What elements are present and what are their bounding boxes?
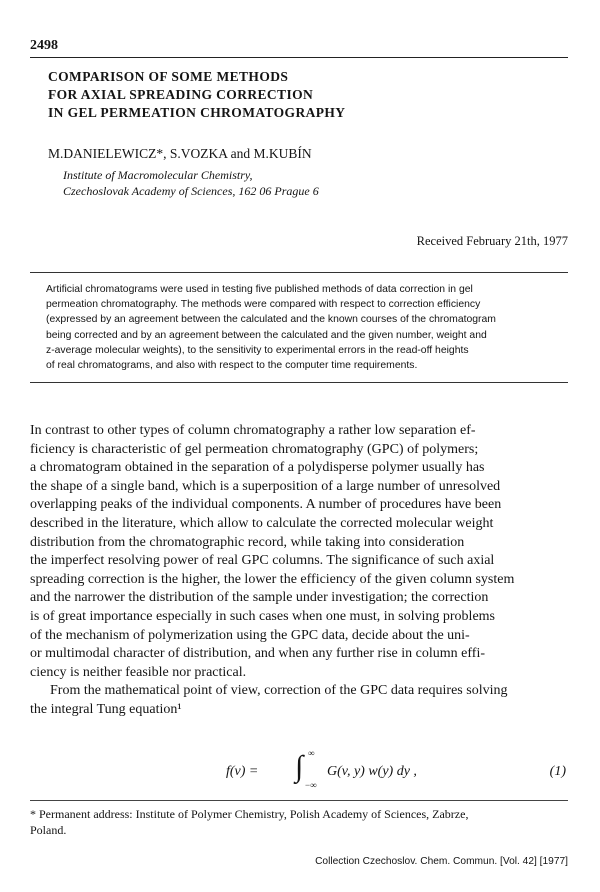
body-line: spreading correction is the higher, the lower the efficiency of the given column system (30, 571, 515, 587)
page-number: 2498 (30, 38, 58, 53)
abstract-line: Artificial chromatograms were used in testing five published methods of data correction in gel (46, 284, 473, 295)
affiliation-line: Czechoslovak Academy of Sciences, 162 06 Prague 6 (63, 184, 319, 198)
body-line: the shape of a single band, which is a superposition of a large number of unresolved (30, 478, 501, 494)
body-line: of the mechanism of polymerization using the GPC data, decide about the uni- (30, 627, 470, 643)
footnote-line: * Permanent address: Institute of Polymer Chemistry, Polish Academy of Sciences, Zabrze, (30, 807, 469, 821)
body-line: From the mathematical point of view, correction of the GPC data requires solving (50, 683, 508, 699)
body-line: ciency is neither feasible nor practical. (30, 664, 247, 680)
footnote (30, 806, 468, 838)
title-line: FOR AXIAL SPREADING CORRECTION (48, 87, 314, 102)
affiliation (63, 167, 319, 199)
footnote-line: Poland. (30, 823, 67, 837)
footnote-rule (30, 800, 568, 801)
body-line: In contrast to other types of column chromatography a rather low separation ef- (30, 423, 476, 438)
journal-footer: Collection Czechoslov. Chem. Commun. [Vol. 42] [1977] (315, 856, 568, 867)
body-line: is of great importance especially in such cases when one must, in solving problems (30, 608, 496, 624)
integral-sign: ∫ (295, 750, 304, 783)
received-date: Received February 21th, 1977 (416, 234, 568, 248)
equation-integrand: G(v, y) w(y) dy , (327, 764, 417, 779)
header-rule (30, 57, 568, 58)
abstract-line: of real chromatograms, and also with respect to the computer time requirements. (46, 360, 418, 372)
abstract (46, 282, 496, 373)
integral-upper-limit: ∞ (308, 748, 315, 758)
integral-lower-limit: −∞ (305, 780, 317, 790)
body-line: the imperfect resolving power of real GPC columns. The significance of such axial (30, 553, 495, 569)
title-line: IN GEL PERMEATION CHROMATOGRAPHY (48, 105, 346, 120)
body-line: the integral Tung equation¹ (30, 701, 182, 717)
body-line: distribution from the chromatographic record, while taking into consideration (30, 534, 465, 550)
authors: M.DANIELEWICZ*, S.VOZKA and M.KUBÍN (48, 146, 312, 161)
body-line: a chromatogram obtained in the separation of a polydisperse polymer usually has (30, 460, 485, 476)
body-line: ficiency is characteristic of gel permeation chromatography (GPC) of polymers; (30, 441, 479, 457)
body-line: or multimodal character of distribution, and when any further rise in column effi- (30, 646, 485, 662)
abstract-bottom-rule (30, 382, 568, 383)
body-line: and the narrower the distribution of the sample under investigation; the correction (30, 590, 489, 606)
abstract-line: z-average molecular weights), to the sensitivity to experimental errors in the read-off heights (46, 344, 469, 356)
body-text (30, 422, 514, 720)
abstract-top-rule (30, 272, 568, 273)
body-line: overlapping peaks of the individual components. A number of procedures have been (30, 497, 502, 513)
equation-1 (30, 748, 570, 796)
affiliation-line: Institute of Macromolecular Chemistry, (63, 168, 253, 182)
abstract-line: (expressed by an agreement between the calculated and the known courses of the chromatogram (46, 314, 496, 326)
title-line: COMPARISON OF SOME METHODS (48, 69, 289, 84)
abstract-line: being corrected and by an agreement between the calculated and the given number, weight and (46, 329, 487, 341)
equation-number: (1) (549, 764, 566, 779)
equation-lhs: f(v) = (226, 764, 259, 779)
abstract-line: permeation chromatography. The methods were compared with respect to correction efficiency (46, 299, 481, 311)
body-line: described in the literature, which allow to calculate the corrected molecular weight (30, 515, 494, 531)
paper-title (48, 68, 345, 122)
